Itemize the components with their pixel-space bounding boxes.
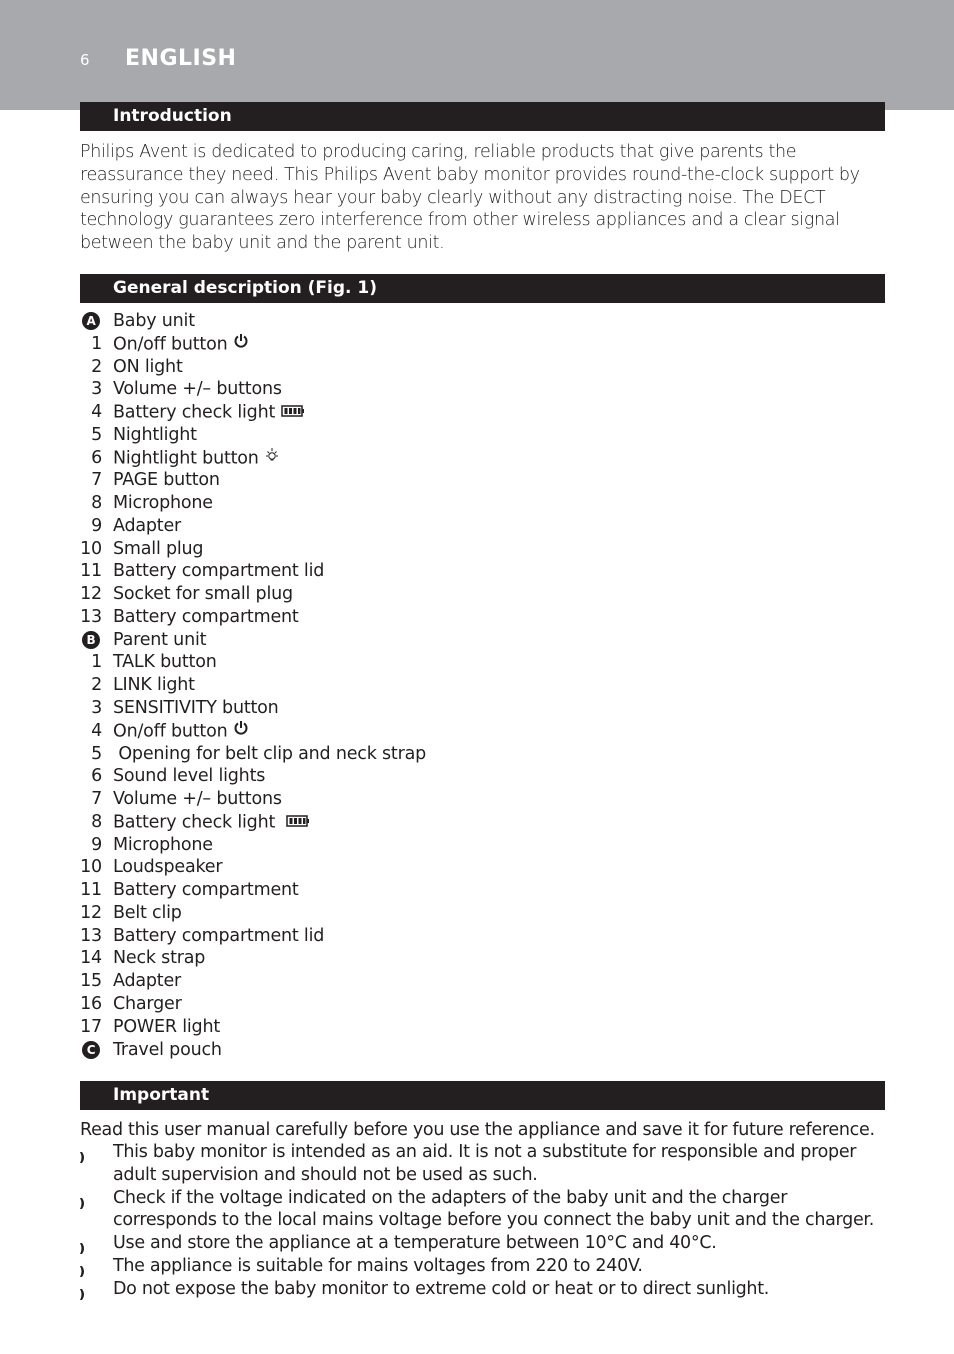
list-item	[80, 1016, 886, 1039]
bullet-text: Use and store the appliance at a temperature between 10°C and 40°C.	[113, 1233, 717, 1254]
item-label-text: PAGE button	[113, 470, 220, 491]
list-item	[80, 765, 886, 788]
item-label	[113, 743, 426, 766]
item-label-text: Charger	[113, 993, 182, 1014]
item-label-text: Loudspeaker	[113, 857, 223, 878]
item-number: 9	[91, 515, 102, 536]
item-label-text: Battery check light	[113, 402, 276, 423]
list-item	[80, 651, 886, 674]
item-label	[113, 947, 205, 970]
item-label	[113, 310, 195, 333]
item-label	[113, 765, 265, 788]
section-bar-general-description	[80, 274, 885, 303]
list-item	[80, 788, 886, 811]
list-item	[80, 811, 886, 834]
item-label-text: Battery check light	[113, 812, 281, 833]
item-number: 4	[91, 720, 102, 741]
important-bullet-list	[80, 1141, 886, 1301]
item-number: 11	[80, 880, 102, 901]
item-number: 10	[80, 857, 102, 878]
item-number: 3	[91, 698, 102, 719]
item-label-text: Volume +/– buttons	[113, 789, 282, 810]
item-label-text: Adapter	[113, 971, 182, 992]
item-number: 12	[80, 584, 102, 605]
item-label-text: Belt clip	[113, 902, 182, 923]
section-letter-marker: B	[82, 631, 100, 649]
power-icon	[233, 333, 249, 356]
item-label	[113, 856, 222, 879]
item-number: 8	[91, 811, 102, 832]
item-number: 4	[91, 402, 102, 423]
header-band	[0, 0, 954, 110]
item-number: 12	[80, 902, 102, 923]
item-number: 10	[80, 538, 102, 559]
page-number: 6	[80, 51, 90, 69]
introduction-text: Philips Avent is dedicated to producing caring, reliable products that give parents the reassurance they need. This Philips Avent baby monitor provides round-the-clock support by ensuring you can always hear your baby clearly without any distracting noise. The DECT technology guarantees zero interference from other wireless appliances and a clear signal between the baby unit and the parent unit.	[80, 142, 860, 254]
item-label	[113, 333, 249, 356]
bullet-text: The appliance is suitable for mains voltages from 220 to 240V.	[113, 1255, 643, 1276]
item-number: 15	[80, 971, 102, 992]
item-label	[113, 993, 182, 1016]
list-item	[80, 697, 886, 720]
item-label-text: Battery compartment	[113, 606, 299, 627]
bullet-item	[80, 1232, 886, 1255]
item-number: 1	[91, 333, 102, 354]
bullet-item	[80, 1141, 886, 1187]
bullet-icon	[80, 1261, 86, 1272]
item-label-text: Travel pouch	[113, 1039, 222, 1060]
item-label	[113, 720, 249, 743]
item-number: 17	[80, 1016, 102, 1037]
section-title-important: Important	[113, 1085, 210, 1105]
item-label	[113, 378, 282, 401]
item-label	[113, 447, 279, 470]
list-item	[80, 970, 886, 993]
item-number: 7	[91, 470, 102, 491]
item-label-text: Adapter	[113, 515, 182, 536]
item-label-text: Battery compartment lid	[113, 925, 325, 946]
list-item	[80, 401, 886, 424]
item-number: 5	[91, 424, 102, 445]
item-label	[113, 674, 195, 697]
list-item	[80, 356, 886, 379]
list-item	[80, 856, 886, 879]
list-item	[80, 583, 886, 606]
item-label-text: Microphone	[113, 834, 213, 855]
item-label-text: Small plug	[113, 538, 204, 559]
item-label	[113, 925, 324, 948]
item-number: 13	[80, 606, 102, 627]
item-label	[113, 401, 305, 424]
bullet-icon	[80, 1147, 86, 1158]
item-number: 8	[91, 493, 102, 514]
item-label	[113, 1039, 222, 1062]
item-number: 16	[80, 993, 102, 1014]
item-number: 14	[80, 948, 102, 969]
item-label	[113, 469, 220, 492]
item-label-text: SENSITIVITY button	[113, 698, 279, 719]
item-number: 11	[80, 561, 102, 582]
item-label-text: Nightlight button	[113, 447, 259, 468]
item-number: 1	[91, 652, 102, 673]
list-item	[80, 629, 886, 652]
item-label-text: Battery compartment lid	[113, 561, 325, 582]
bullet-text: This baby monitor is intended as an aid. It is not a substitute for responsible and proper adult supervision and should not be used as such.	[113, 1142, 857, 1185]
list-item	[80, 606, 886, 629]
list-item	[80, 310, 886, 333]
list-item	[80, 947, 886, 970]
item-label	[113, 356, 183, 379]
list-item	[80, 560, 886, 583]
list-item	[80, 879, 886, 902]
section-bar-introduction	[80, 102, 885, 131]
bullet-item	[80, 1278, 886, 1301]
item-label-text: Nightlight	[113, 424, 197, 445]
bullet-text: Check if the voltage indicated on the adapters of the baby unit and the charger corresponds to the local mains voltage before you connect the baby unit and the charger.	[113, 1187, 874, 1231]
item-label	[113, 606, 299, 629]
item-number: 2	[91, 356, 102, 377]
list-item	[80, 720, 886, 743]
item-label-text: LINK light	[113, 675, 195, 696]
section-bar-important	[80, 1081, 885, 1110]
nightlight-icon	[265, 447, 279, 470]
item-number: 9	[91, 834, 102, 855]
item-label	[113, 583, 293, 606]
item-label-text: On/off button	[113, 334, 228, 355]
item-label-text: TALK button	[113, 652, 217, 673]
section-letter-marker: C	[82, 1041, 100, 1059]
item-number: 5	[91, 743, 102, 764]
section-letter-marker: A	[82, 312, 100, 330]
bullet-icon	[80, 1193, 86, 1204]
list-item	[80, 925, 886, 948]
item-label	[113, 492, 213, 515]
item-number: 13	[80, 925, 102, 946]
item-label-text: POWER light	[113, 1016, 220, 1037]
bullet-item	[80, 1255, 886, 1278]
list-item	[80, 538, 886, 561]
list-item	[80, 378, 886, 401]
section-title-introduction: Introduction	[113, 106, 232, 126]
item-number: 6	[91, 766, 102, 787]
section-title-general-description: General description (Fig. 1)	[113, 278, 377, 298]
item-label-text: ON light	[113, 356, 183, 377]
item-label-text: Volume +/– buttons	[113, 379, 282, 400]
item-number: 3	[91, 379, 102, 400]
item-label-text: Baby unit	[113, 311, 195, 331]
item-label	[113, 811, 310, 834]
bullet-icon	[80, 1284, 86, 1295]
item-label	[113, 560, 324, 583]
item-label-text: Parent unit	[113, 629, 207, 650]
bullet-item	[80, 1187, 886, 1233]
power-icon	[233, 720, 249, 743]
bullet-icon	[80, 1238, 86, 1249]
item-label-text: Battery compartment	[113, 880, 299, 901]
list-item	[80, 674, 886, 697]
important-intro: Read this user manual carefully before you use the appliance and save it for future reference.	[80, 1120, 875, 1140]
item-label	[113, 1016, 220, 1039]
item-label	[113, 538, 203, 561]
item-label	[113, 697, 279, 720]
list-item	[80, 743, 886, 766]
item-label-text: Opening for belt clip and neck strap	[113, 743, 427, 764]
item-label	[113, 515, 181, 538]
list-item	[80, 333, 886, 356]
list-item	[80, 902, 886, 925]
battery-icon	[281, 401, 305, 424]
item-label	[113, 788, 282, 811]
item-label-text: Socket for small plug	[113, 584, 293, 605]
item-label-text: Microphone	[113, 493, 213, 514]
list-item	[80, 424, 886, 447]
item-label	[113, 424, 197, 447]
item-label	[113, 834, 213, 857]
item-label	[113, 902, 182, 925]
item-label-text: Neck strap	[113, 948, 206, 969]
item-label	[113, 879, 299, 902]
parts-list	[80, 310, 886, 1061]
list-item	[80, 447, 886, 470]
list-item	[80, 993, 886, 1016]
item-label-text: On/off button	[113, 721, 228, 742]
list-item	[80, 834, 886, 857]
list-item	[80, 492, 886, 515]
item-number: 2	[91, 675, 102, 696]
item-number: 7	[91, 789, 102, 810]
item-label	[113, 970, 181, 993]
list-item	[80, 515, 886, 538]
item-label-text: Sound level lights	[113, 766, 266, 787]
list-item	[80, 1039, 886, 1062]
language-heading: ENGLISH	[125, 46, 237, 71]
battery-icon	[286, 811, 310, 834]
bullet-text: Do not expose the baby monitor to extreme cold or heat or to direct sunlight.	[113, 1278, 770, 1299]
item-number: 6	[91, 447, 102, 468]
list-item	[80, 469, 886, 492]
item-label	[113, 629, 206, 652]
item-label	[113, 651, 217, 674]
